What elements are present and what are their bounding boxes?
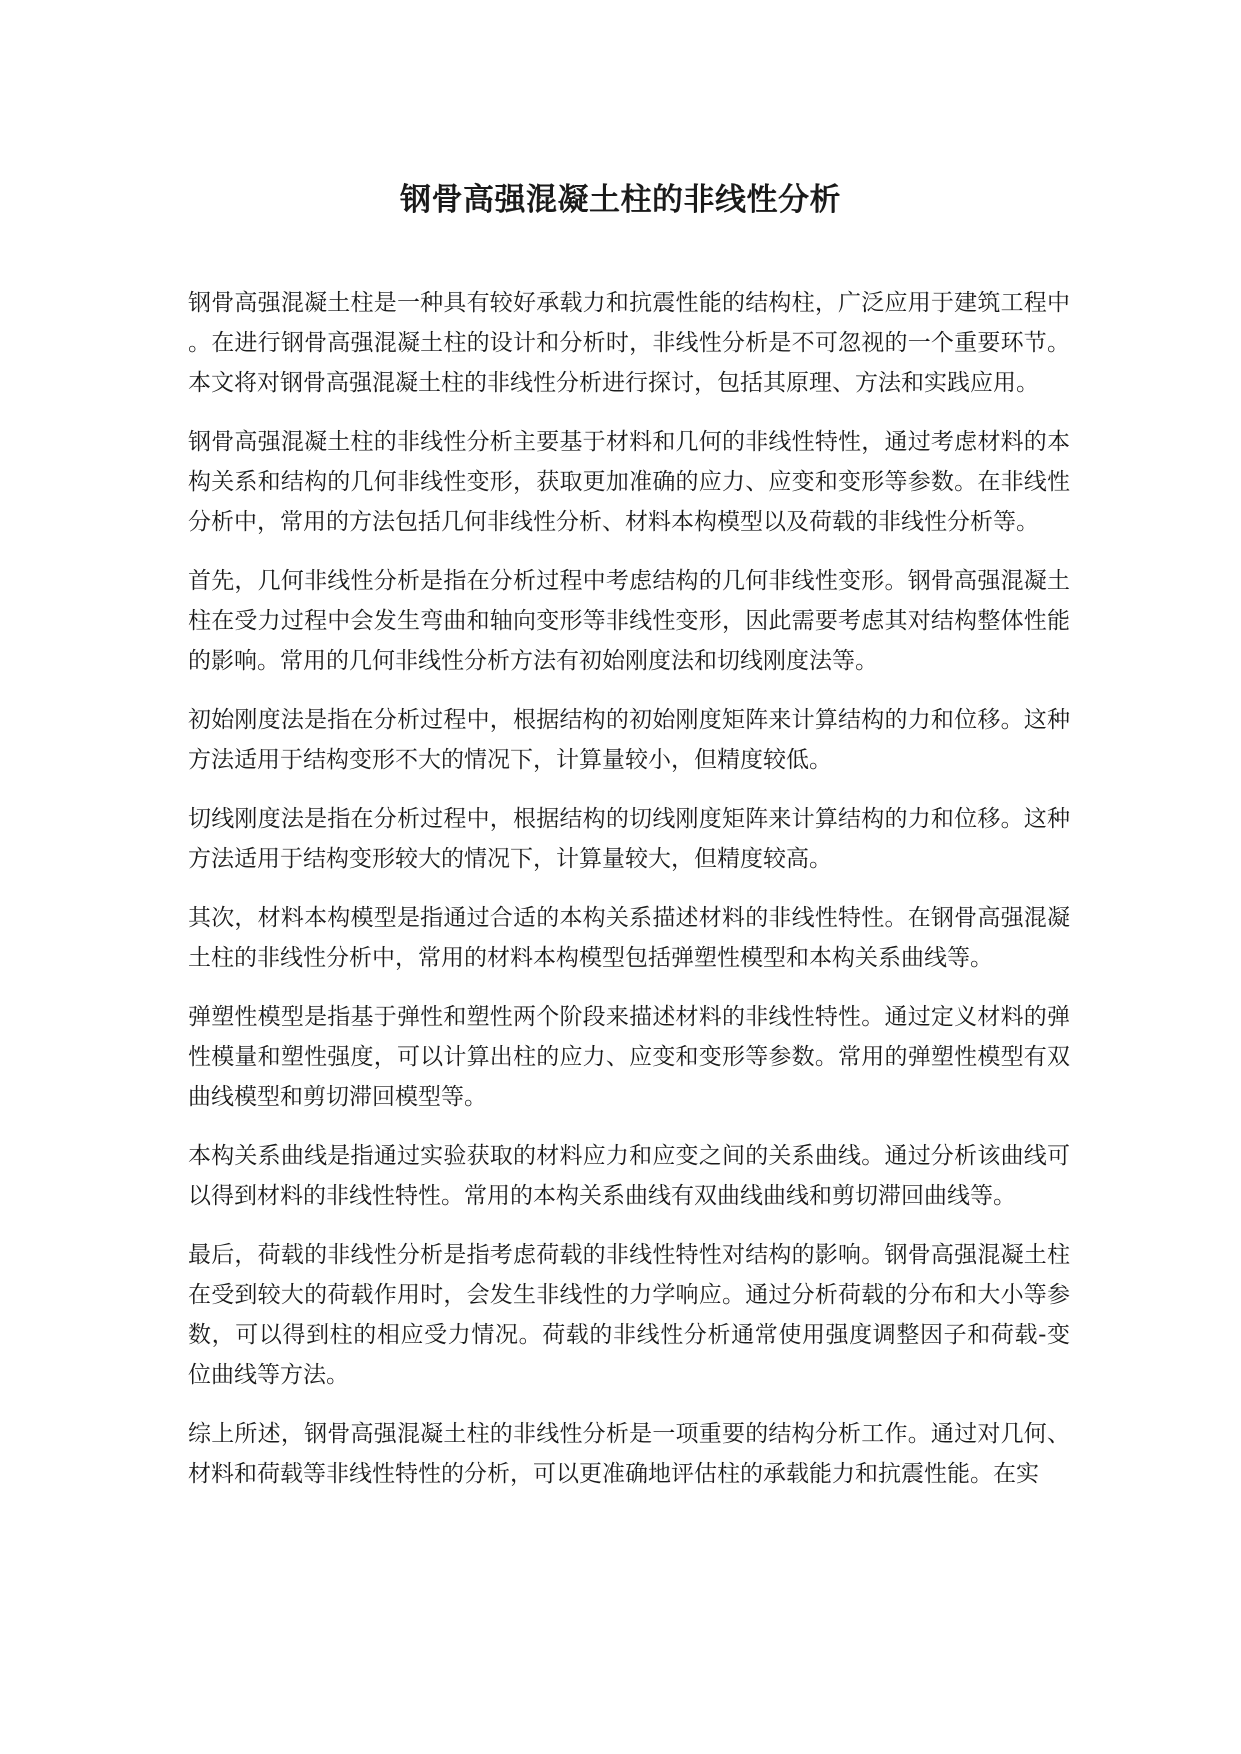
paragraph-initial-stiffness: 初始刚度法是指在分析过程中，根据结构的初始刚度矩阵来计算结构的力和位移。这种方法适用于结构变形不大的情况下，计算量较小，但精度较低。 [188,707,1070,773]
document-title: 钢骨高强混凝土柱的非线性分析 [400,182,841,218]
paragraph-geometric-nonlinearity: 首先，几何非线性分析是指在分析过程中考虑结构的几何非线性变形。钢骨高强混凝土柱在受力过程中会发生弯曲和轴向变形等非线性变形，因此需要考虑其对结构整体性能的影响。常用的几何非线性分析方法有初始刚度法和切线刚度法等。 [188,568,1070,674]
paragraph-overview: 钢骨高强混凝土柱的非线性分析主要基于材料和几何的非线性特性，通过考虑材料的本构关系和结构的几何非线性变形，获取更加准确的应力、应变和变形等参数。在非线性分析中，常用的方法包括几何非线性分析、材料本构模型以及荷载的非线性分析等。 [188,429,1070,535]
paragraph-material-model: 其次，材料本构模型是指通过合适的本构关系描述材料的非线性特性。在钢骨高强混凝土柱的非线性分析中，常用的材料本构模型包括弹塑性模型和本构关系曲线等。 [188,905,1070,971]
paragraph-constitutive-curve: 本构关系曲线是指通过实验获取的材料应力和应变之间的关系曲线。通过分析该曲线可以得到材料的非线性特性。常用的本构关系曲线有双曲线曲线和剪切滞回曲线等。 [188,1143,1070,1209]
paragraph-tangent-stiffness: 切线刚度法是指在分析过程中，根据结构的切线刚度矩阵来计算结构的力和位移。这种方法适用于结构变形较大的情况下，计算量较大，但精度较高。 [188,806,1070,872]
document-body [188,283,1070,1513]
paragraph-summary: 综上所述，钢骨高强混凝土柱的非线性分析是一项重要的结构分析工作。通过对几何、材料和荷载等非线性特性的分析，可以更准确地评估柱的承载能力和抗震性能。在实 [188,1421,1070,1487]
paragraph-elastoplastic-model: 弹塑性模型是指基于弹性和塑性两个阶段来描述材料的非线性特性。通过定义材料的弹性模量和塑性强度，可以计算出柱的应力、应变和变形等参数。常用的弹塑性模型有双曲线模型和剪切滞回模型等。 [188,1004,1070,1110]
paragraph-intro: 钢骨高强混凝土柱是一种具有较好承载力和抗震性能的结构柱，广泛应用于建筑工程中。在进行钢骨高强混凝土柱的设计和分析时，非线性分析是不可忽视的一个重要环节。本文将对钢骨高强混凝土柱的非线性分析进行探讨，包括其原理、方法和实践应用。 [188,290,1070,396]
paragraph-load-nonlinearity: 最后，荷载的非线性分析是指考虑荷载的非线性特性对结构的影响。钢骨高强混凝土柱在受到较大的荷载作用时，会发生非线性的力学响应。通过分析荷载的分布和大小等参数，可以得到柱的相应受力情况。荷载的非线性分析通常使用强度调整因子和荷载-变位曲线等方法。 [188,1242,1070,1388]
